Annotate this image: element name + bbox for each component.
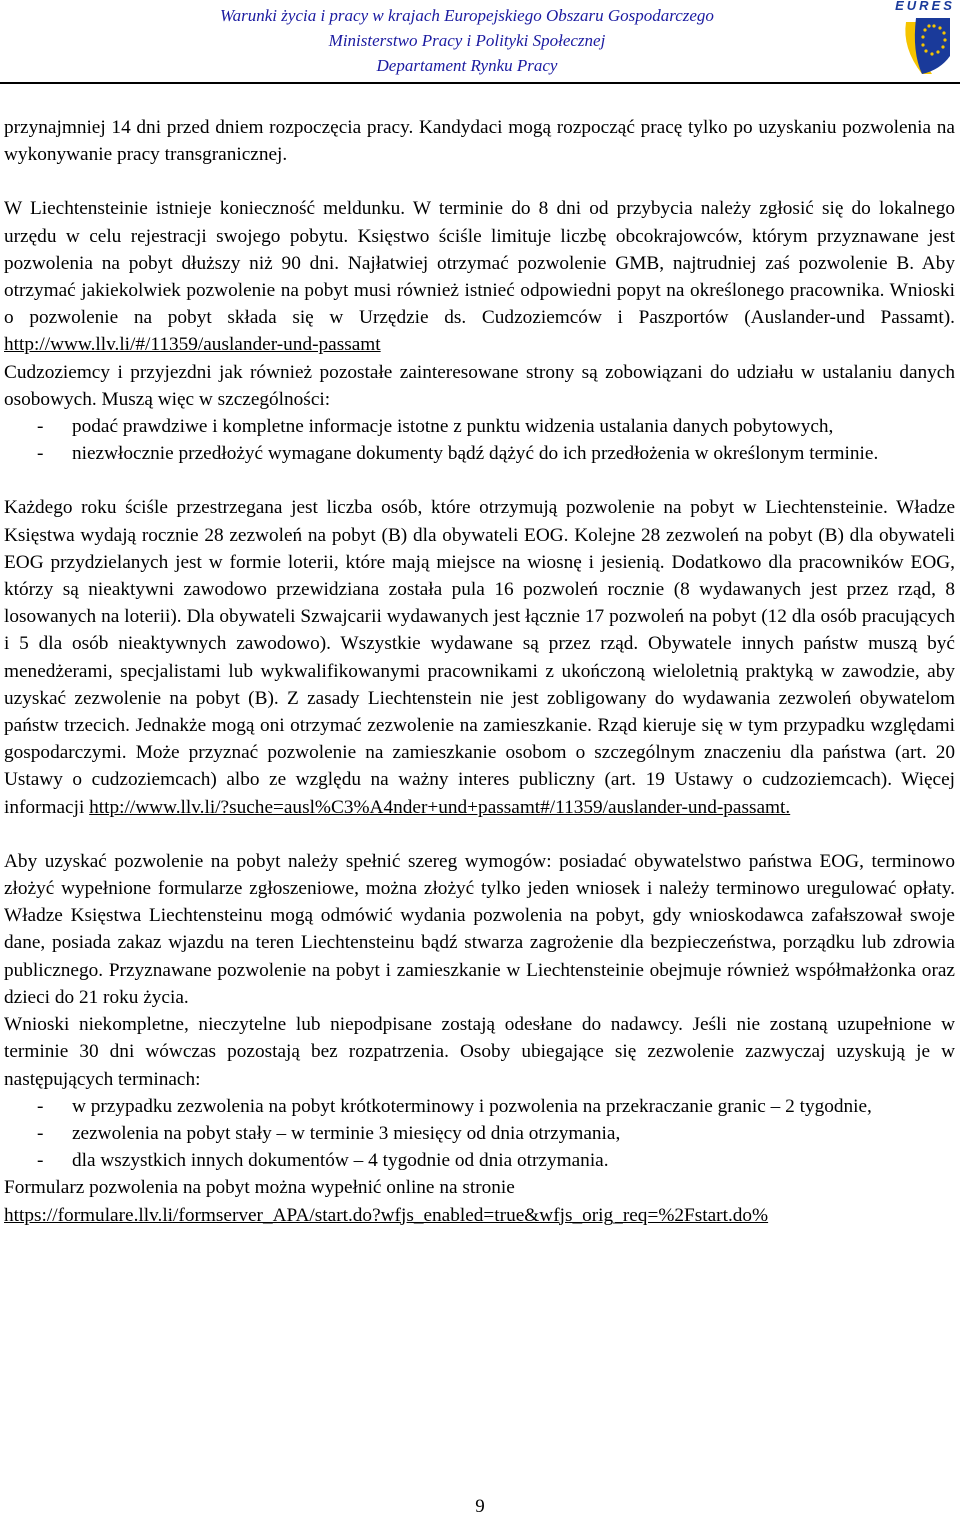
paragraph-1: przynajmniej 14 dni przed dniem rozpoczęcia pracy. Kandydaci mogą rozpocząć pracę tylko po uzyskaniu pozwolenia na wykonywanie pracy transgranicznej. [4, 117, 955, 166]
eures-logo-icon [892, 0, 958, 78]
header-title: Warunki życia i pracy w krajach Europejskiego Obszaru Gospodarczego [220, 6, 714, 25]
paragraph-2 [4, 195, 955, 358]
eures-logo-text: EURES [895, 0, 955, 13]
paragraph-7: Formularz pozwolenia na pobyt można wypełnić online na stronie [4, 1177, 515, 1199]
header-ministry: Ministerstwo Pracy i Polityki Społecznej [328, 31, 606, 50]
list-item [4, 440, 955, 467]
list-item [4, 1147, 955, 1174]
more-info-link[interactable]: http://www.llv.li/?suche=ausl%C3%A4nder+und+passamt#/11359/auslander-und-passamt. [89, 796, 791, 818]
page-header [0, 0, 960, 84]
header-department: Departament Rynku Pracy [376, 56, 558, 75]
list-dash: - [37, 443, 44, 465]
list-dash: - [37, 1122, 44, 1144]
list-item-text: niezwłocznie przedłożyć wymagane dokumenty bądź dążyć do ich przedłożenia w określonym terminie. [72, 443, 879, 465]
paragraph-3: Cudzoziemcy i przyjezdni jak również pozostałe zainteresowane strony są zobowiązani do udziału w ustalaniu danych osobowych. Muszą więc w szczególności: [4, 361, 955, 410]
paragraph-2-text: W Liechtensteinie istnieje konieczność meldunku. W terminie do 8 dni od przybycia należy zgłosić się do lokalnego urzędu w celu rejestracji swojego pobytu. Księstwo ściśle limituje liczbę obcokrajowców, którym przyznawane jest pozwolenia na pobyt dłuższy niż 90 dni. Najłatwiej otrzymać pozwolenie GMB, najtrudniej zaś pozwolenie B. Aby otrzymać jakiekolwiek pozwolenie na pobyt musi również istnieć odpowiedni popyt na określonego pracownika. Wnioski o pozwolenie na pobyt składa się w Urzędzie ds. Cudzoziemców i Paszportów (Auslander-und Passamt). [4, 198, 955, 329]
paragraph-4-text: Każdego roku ściśle przestrzegana jest liczba osób, które otrzymują pozwolenie na pobyt w Liechtensteinie. Władze Księstwa wydają rocznie 28 zezwoleń na pobyt (B) dla obywateli EOG. Kolejne 28 zezwoleń na pobyt (B) dla obywateli EOG przydzielanych jest w formie loterii, które mają miejsce na wiosnę i jesienią. Dodatkowo dla pracowników EOG, którzy są nieaktywni zawodowo przewidziana została pula 16 pozwoleń rocznie (8 wydawanych jest przez rząd, 8 losowanych na loterii). Dla obywateli Szwajcarii wydawanych jest łącznie 17 pozwoleń na pobyt (12 dla osób pracujących i 5 dla osób nieaktywnych zawodowo). Wszystkie wydawane są przez rząd. Obywatele innych państw muszą być menedżerami, specjalistami lub wykwalifikowanymi pracownikami z ukończoną wieloletnią praktyką w zawodzie, aby uzyskać zezwolenie na pobyt (B). Z zasady Liechtenstein nie jest zobligowany do wydawania zezwoleń obywatelom państw trzecich. Jednakże mogą oni otrzymać zezwolenie na zamieszkanie. Rząd kieruje się w tym przypadku względami gospodarczymi. Może przyznać pozwolenie na zamieszkanie osobom o szczególnym znaczeniu dla państwa (art. 20 Ustawy o cudzoziemcach) albo ze względu na ważny interes publiczny (art. 19 Ustawy o cudzoziemcach). Więcej informacji [4, 497, 955, 818]
list-item-text: dla wszystkich innych dokumentów – 4 tygodnie od dnia otrzymania. [72, 1150, 609, 1172]
header-text [150, 3, 784, 78]
list-item-text: zezwolenia na pobyt stały – w terminie 3 miesięcy od dnia otrzymania, [72, 1122, 621, 1144]
form-link[interactable]: https://formulare.llv.li/formserver_APA/start.do?wfjs_enabled=true&wfjs_orig_req=%2Fstart.do% [4, 1204, 769, 1226]
paragraph-5: Aby uzyskać pozwolenie na pobyt należy spełnić szereg wymogów: posiadać obywatelstwo państwa EOG, terminowo złożyć wypełnione formularze zgłoszeniowe, można złożyć tylko jeden wniosek i należy terminowo uregulować opłaty. Władze Księstwa Liechtensteinu mogą odmówić wydania pozwolenia na pobyt, gdy wnioskodawca zafałszował swoje dane, posiada zakaz wjazdu na teren Liechtensteinu bądź stwarza zagrożenie dla bezpieczeństwa, porządku lub zdrowia publicznego. Przyznawane pozwolenie na pobyt i zamieszkanie w Liechtensteinie obejmuje również współmałżonka oraz dzieci do 21 roku życia. [4, 850, 955, 1008]
page-number: 9 [475, 1496, 485, 1517]
list-item [4, 1120, 955, 1147]
list-item-text: podać prawdziwe i kompletne informacje istotne z punktu widzenia ustalania danych pobytowych, [72, 416, 834, 438]
list-dash: - [37, 416, 44, 438]
list-dash: - [37, 1095, 44, 1117]
eures-logo [892, 0, 958, 78]
paragraph-4 [4, 494, 955, 820]
header-divider [0, 82, 960, 84]
list-item [4, 413, 955, 440]
list-dash: - [37, 1150, 44, 1172]
list-item [4, 1093, 955, 1120]
form-link-line [4, 1202, 955, 1229]
auslander-passamt-link[interactable]: http://www.llv.li/#/11359/auslander-und-passamt [4, 334, 381, 356]
paragraph-6: Wnioski niekompletne, nieczytelne lub niepodpisane zostają odesłane do nadawcy. Jeśli nie zostaną uzupełnione w terminie 30 dni wówczas pozostają bez rozpatrzenia. Osoby ubiegające się zezwolenie zazwyczaj uzyskują je w następujących terminach: [4, 1014, 955, 1090]
document-body [4, 114, 955, 1229]
list-item-text: w przypadku zezwolenia na pobyt krótkoterminowy i pozwolenia na przekraczanie granic – 2 tygodnie, [72, 1095, 872, 1117]
